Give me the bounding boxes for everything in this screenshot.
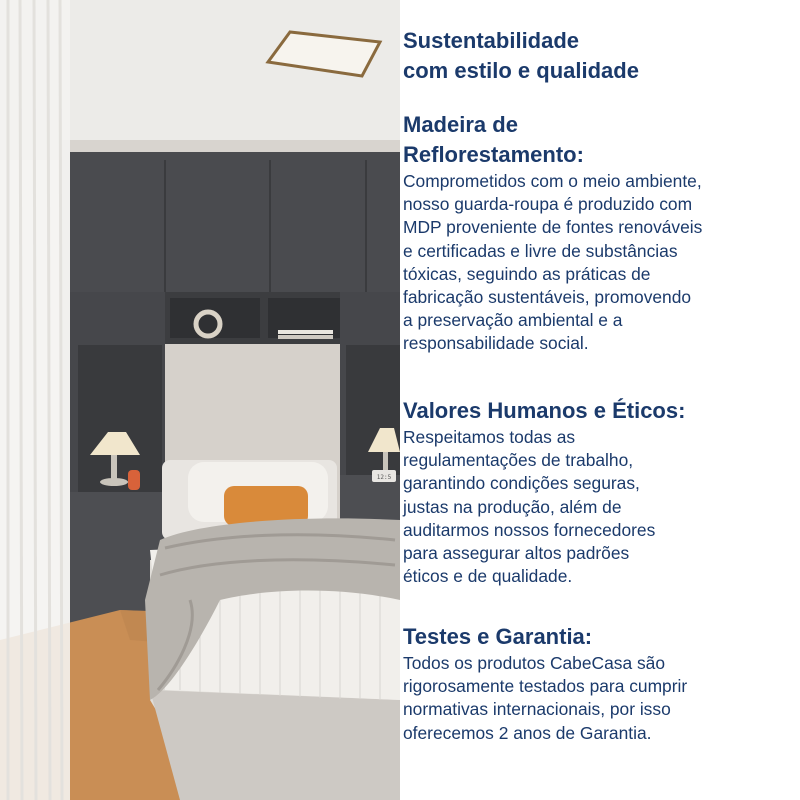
curtain	[0, 0, 70, 800]
body-line: fabricação sustentáveis, promovendo	[403, 287, 692, 308]
clock-display: 12:5	[376, 474, 392, 481]
headline-line-1: Sustentabilidade	[403, 28, 580, 53]
section-body	[403, 170, 795, 356]
section-body	[403, 426, 795, 588]
body-line: nosso guarda-roupa é produzido com	[403, 194, 693, 215]
body-line: a preservação ambiental e a	[403, 310, 623, 331]
alarm-clock	[372, 470, 396, 482]
section-reforestation	[403, 110, 795, 356]
body-line: e certificadas e livre de substâncias	[403, 240, 678, 261]
body-line: regulamentações de trabalho,	[403, 450, 634, 471]
body-line: rigorosamente testados para cumprir	[403, 676, 688, 697]
body-line: tóxicas, seguindo as práticas de	[403, 263, 651, 284]
body-line: responsabilidade social.	[403, 333, 589, 354]
body-line: éticos e de qualidade.	[403, 566, 573, 587]
body-line: Comprometidos com o meio ambiente,	[403, 171, 702, 191]
section-title-line: Reflorestamento:	[403, 142, 584, 167]
section-title	[403, 110, 795, 170]
body-line: auditarmos nossos fornecedores	[403, 519, 656, 540]
section-title	[403, 396, 795, 426]
section-tests-warranty	[403, 622, 795, 745]
section-title-line: Testes e Garantia:	[403, 624, 593, 649]
body-line: justas na produção, além de	[403, 496, 622, 517]
body-line: MDP proveniente de fontes renováveis	[403, 217, 703, 238]
headline	[403, 26, 795, 86]
body-line: Respeitamos todas as	[403, 427, 576, 447]
body-line: normativas internacionais, por isso	[403, 699, 671, 720]
body-line: Todos os produtos CabeCasa são	[403, 653, 665, 673]
body-line: garantindo condições seguras,	[403, 473, 640, 494]
body-line: oferecemos 2 anos de Garantia.	[403, 722, 652, 743]
section-human-values	[403, 396, 795, 588]
headline-line-2: com estilo e qualidade	[403, 58, 639, 83]
section-title-line: Madeira de	[403, 112, 518, 137]
body-line: para assegurar altos padrões	[403, 543, 630, 564]
section-body	[403, 652, 795, 745]
section-title-line: Valores Humanos e Éticos:	[403, 398, 686, 423]
text-column	[403, 26, 795, 743]
section-title	[403, 622, 795, 652]
